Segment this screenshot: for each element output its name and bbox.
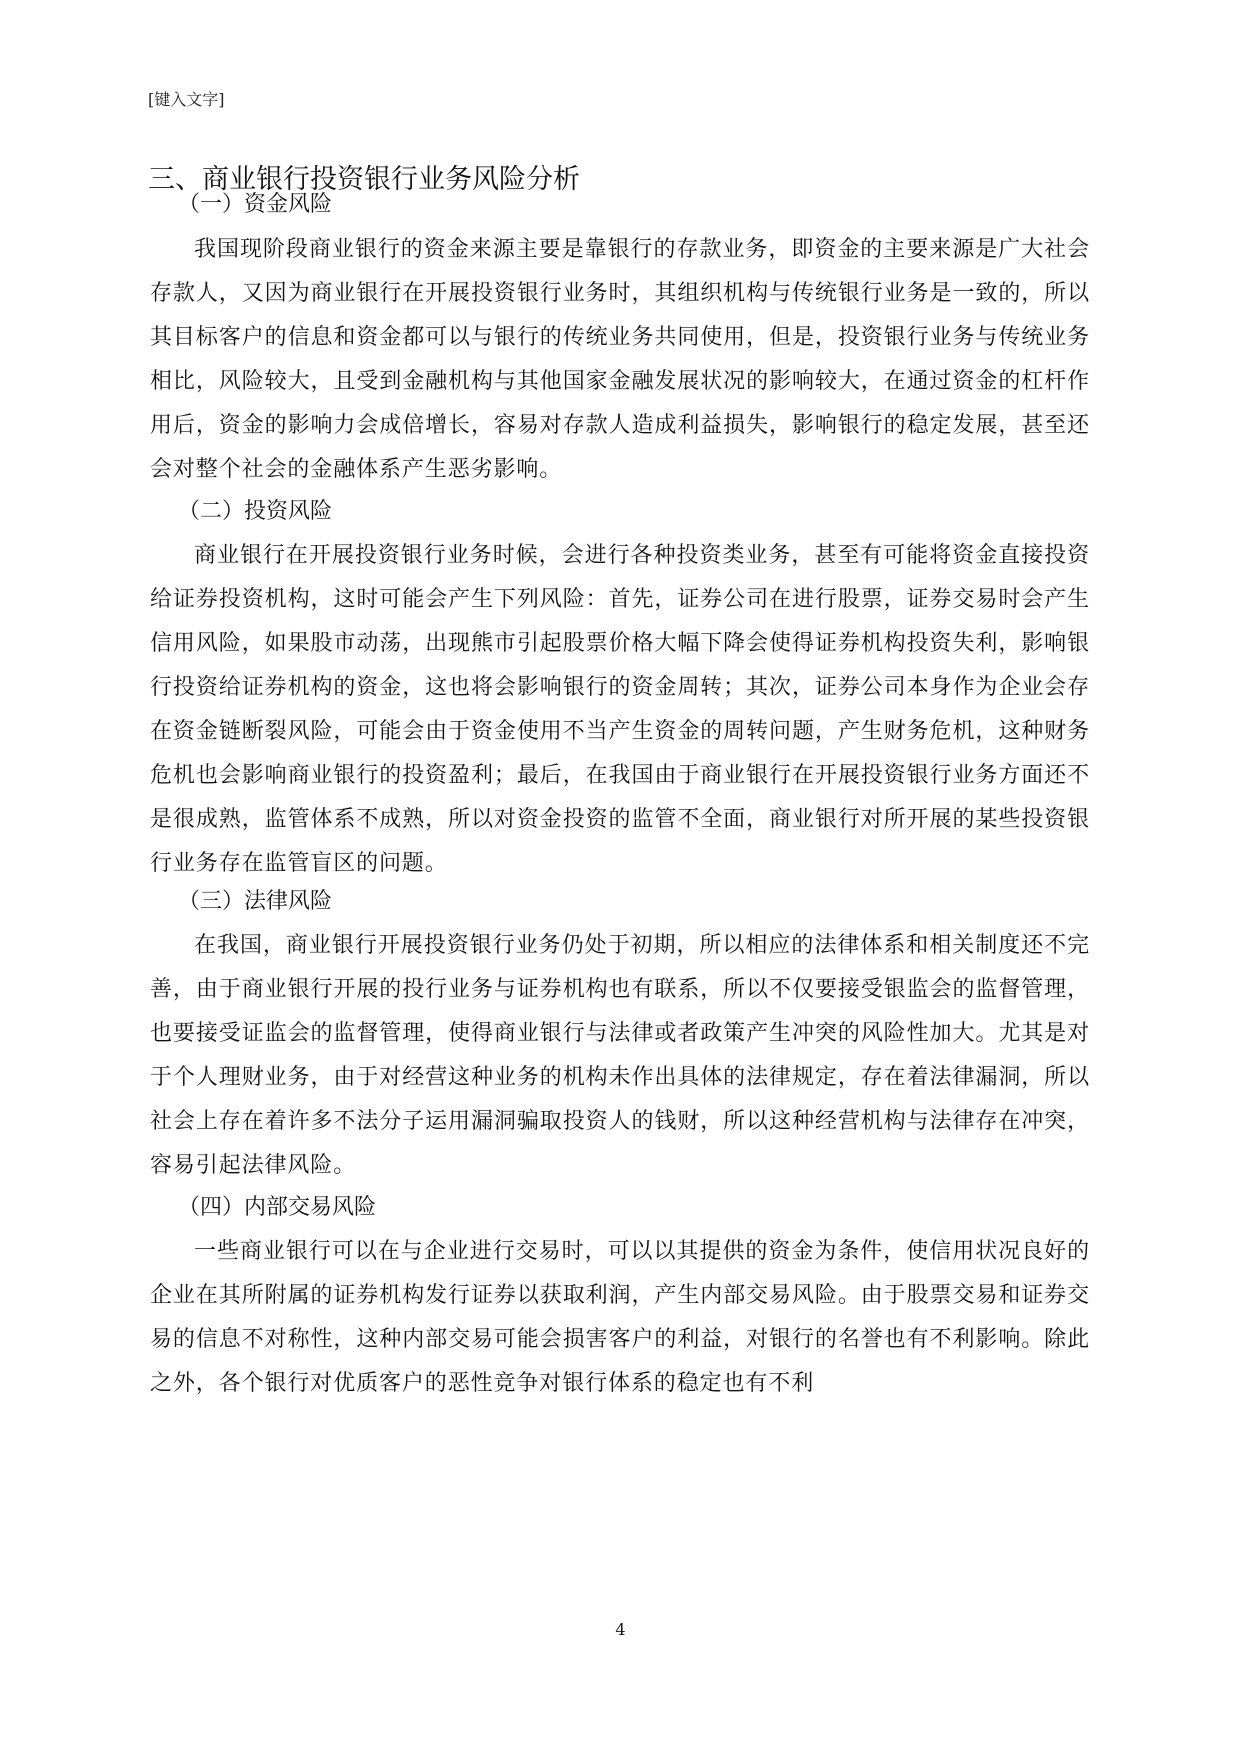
subsection-heading-capital-risk: （一）资金风险 xyxy=(178,192,333,217)
paragraph-investment-risk: 商业银行在开展投资银行业务时候，会进行各种投资类业务，甚至有可能将资金直接投资给证券投资机构，这时可能会产生下列风险：首先，证券公司在进行股票，证券交易时会产生信用风险，如果股市动荡，出现熊市引起股票价格大幅下降会使得证券机构投资失利，影响银行投资给证券机构的资金，这也将会影响银行的资金周转；其次，证券公司本身作为企业会存在资金链断裂风险，可能会由于资金使用不当产生资金的周转问题，产生财务危机，这种财务危机也会影响商业银行的投资盈利；最后，在我国由于商业银行在开展投资银行业务方面还不是很成熟，监管体系不成熟，所以对资金投资的监管不全面，商业银行对所开展的某些投资银行业务存在监管盲区的问题。 xyxy=(150,543,1090,876)
paragraph-legal-risk: 在我国，商业银行开展投资银行业务仍处于初期，所以相应的法律体系和相关制度还不完善，由于商业银行开展的投行业务与证券机构也有联系，所以不仅要接受银监会的监督管理，也要接受证监会的监督管理，使得商业银行与法律或者政策产生冲突的风险性加大。尤其是对于个人理财业务，由于对经营这种业务的机构未作出具体的法律规定，存在着法律漏洞，所以社会上存在着许多不法分子运用漏洞骗取投资人的钱财，所以这种经营机构与法律存在冲突，容易引起法律风险。 xyxy=(150,933,1090,1178)
subsection-heading-legal-risk: （三）法律风险 xyxy=(178,889,333,914)
page-number: 4 xyxy=(615,1620,626,1639)
paragraph-capital-risk: 我国现阶段商业银行的资金来源主要是靠银行的存款业务，即资金的主要来源是广大社会存款人，又因为商业银行在开展投资银行业务时，其组织机构与传统银行业务是一致的，所以其目标客户的信息和资金都可以与银行的传统业务共同使用，但是，投资银行业务与传统业务相比，风险较大，且受到金融机构与其他国家金融发展状况的影响较大，在通过资金的杠杆作用后，资金的影响力会成倍增长，容易对存款人造成利益损失，影响银行的稳定发展，甚至还会对整个社会的金融体系产生恶劣影响。 xyxy=(150,237,1090,482)
subsection-heading-insider-trading-risk: （四）内部交易风险 xyxy=(178,1195,377,1220)
paragraph-insider-trading-risk: 一些商业银行可以在与企业进行交易时，可以以其提供的资金为条件，使信用状况良好的企业在其所附属的证券机构发行证券以获取利润，产生内部交易风险。由于股票交易和证券交易的信息不对称性，这种内部交易可能会损害客户的利益，对银行的名誉也有不利影响。除此之外，各个银行对优质客户的恶性竞争对银行体系的稳定也有不利 xyxy=(150,1239,1090,1396)
page-header: [键入文字] xyxy=(148,90,225,109)
section-title: 三、商业银行投资银行业务风险分析 xyxy=(148,164,580,195)
subsection-heading-investment-risk: （二）投资风险 xyxy=(178,499,333,524)
